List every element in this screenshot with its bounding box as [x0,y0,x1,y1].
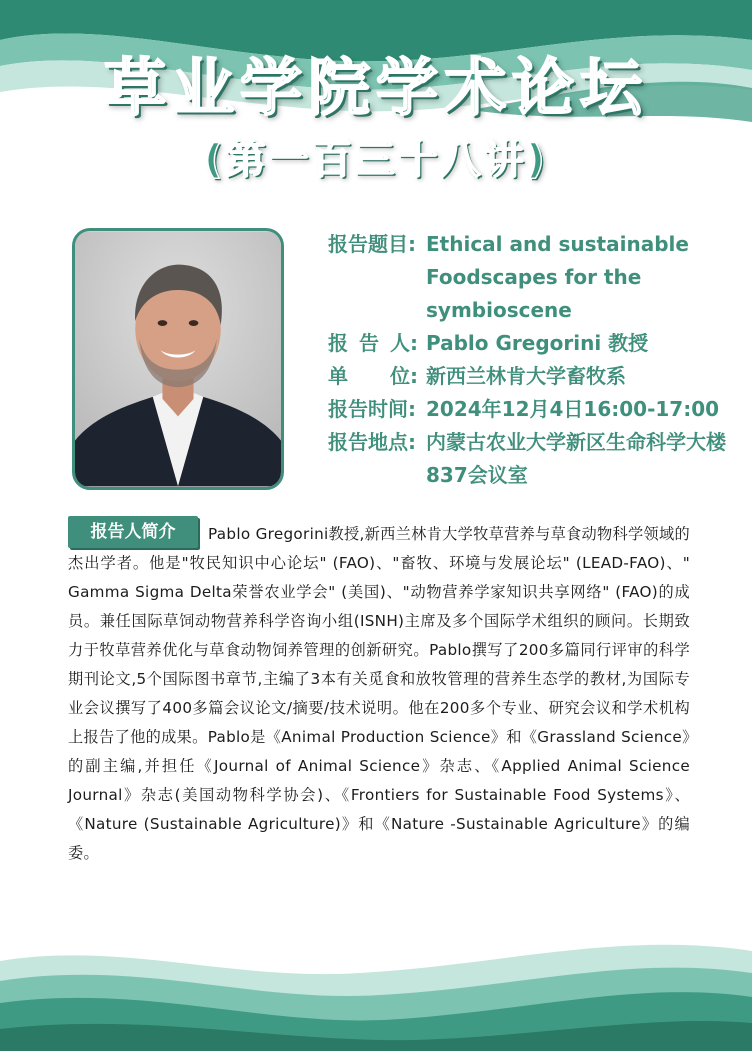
bio-badge: 报告人简介 [68,516,198,548]
speaker-portrait-icon [75,231,281,487]
unit-label: 单 位: [328,364,418,388]
lecture-info [328,228,738,492]
speaker-row [328,327,738,360]
page-title: 草业学院学术论坛 [103,51,648,124]
time-row [328,393,738,426]
bio-text: Pablo Gregorini教授,新西兰林肯大学牧草营养与草食动物科学领域的杰出学者。他是"牧民知识中心论坛" (FAO)、"畜牧、环境与发展论坛" (LEAD-FAO)、" Gamma Sigma Delta荣誉农业学会" (美国)、"动物营养学家知识共享网络" (FAO)的成员。兼任国际草饲动物营养科学咨询小组(ISNH)主席及多个国际学术组织的顾问。长期致力于牧草营养优化与草食动物饲养管理的创新研究。Pablo撰写了200多篇同行评审的科学期刊论文,5个国际图书章节,主编了3本有关觅食和放牧管理的营养生态学的教材,为国际专业会议撰写了400多篇会议论文/摘要/技术说明。他在200多个专业、研究会议和学术机构上报告了他的成果。Pablo是《Animal Production Science》和《Grassland Science》的副主编,并担任《Journal of Animal Science》杂志、《Applied Animal Science Journal》杂志(美国动物科学协会)、《Frontiers for Sustainable Food Systems》、《Nature (Sustainable Agriculture)》和《Nature -Sustainable Agriculture》的编委。 [68,525,690,862]
speaker-label: 报 告 人: [328,331,418,355]
speaker-photo [72,228,284,490]
unit-value: 新西兰林肯大学畜牧系 [426,364,626,388]
topic-value: Ethical and sustainable Foodscapes for the symbioscene [426,232,689,322]
speaker-bio [68,520,690,868]
speaker-value: Pablo Gregorini 教授 [426,331,649,355]
bottom-wave-decoration [0,911,752,1051]
topic-row [328,228,738,327]
place-label: 报告地点: [328,430,416,454]
time-value: 2024年12月4日16:00-17:00 [426,397,720,421]
lecture-number: (第一百三十八讲) [204,137,548,183]
place-value: 内蒙古农业大学新区生命科学大楼837会议室 [426,430,726,487]
topic-label: 报告题目: [328,232,416,256]
unit-row [328,360,738,393]
time-label: 报告时间: [328,397,416,421]
place-row [328,426,738,492]
